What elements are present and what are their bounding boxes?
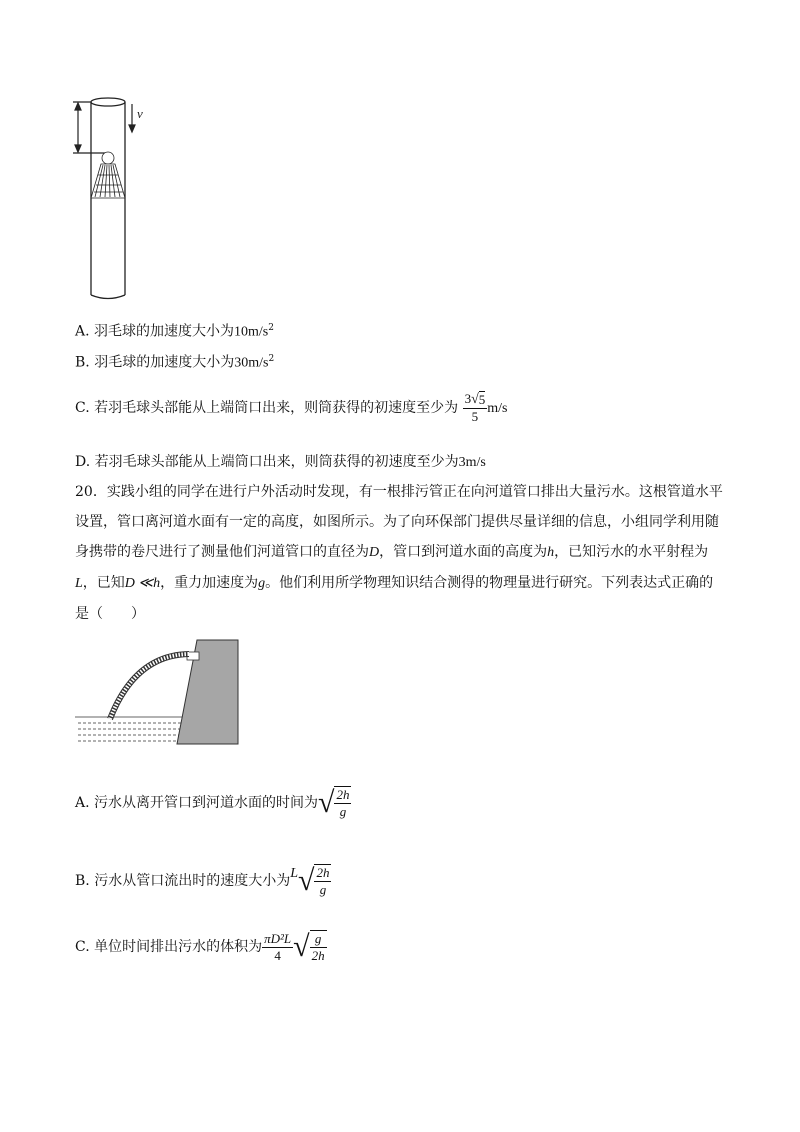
- tube-shuttlecock-figure: [65, 90, 155, 305]
- option-label: C.: [75, 939, 90, 955]
- q20-option-c[interactable]: [75, 925, 327, 969]
- fraction-coef: 3: [464, 390, 472, 406]
- velocity-arrow: [129, 104, 135, 132]
- q20-line-4: L，已知D ≪h，重力加速度为g。他们利用所学物理知识结合测得的物理量进行研究。下列表达式正确的: [75, 575, 714, 591]
- q20-line-5: 是（ ）: [75, 606, 145, 622]
- option-label: C.: [75, 400, 90, 416]
- condition: D ≪h: [124, 576, 161, 591]
- option-text: 若羽毛球头部能从上端筒口出来，则筒获得的初速度至少为: [94, 454, 459, 470]
- q20-line-1: 20．实践小组的同学在进行户外活动时发现，有一根排污管正在向河道管口排出大量污水。这根管道水平: [75, 484, 723, 500]
- q19-option-a[interactable]: [75, 318, 274, 343]
- radicand-numerator: 2h: [336, 786, 350, 802]
- option-label: B.: [75, 873, 90, 889]
- option-text: 污水从管口流出时的速度大小为: [94, 873, 291, 889]
- radicand-numerator: 2h: [316, 864, 330, 880]
- fraction-denominator: 4: [274, 947, 281, 963]
- option-text: 单位时间排出污水的体积为: [94, 939, 263, 955]
- question-number: 20．: [75, 484, 107, 500]
- option-label: D.: [75, 454, 91, 470]
- fraction: $\frac{3√5}{5}$: [464, 390, 486, 425]
- fraction-radicand: 5: [478, 392, 486, 408]
- radicand-denominator: 2h: [311, 947, 325, 963]
- option-text: 羽毛球的加速度大小为: [94, 323, 235, 340]
- q19-option-b[interactable]: [75, 349, 274, 374]
- radicand-numerator: g: [310, 931, 327, 948]
- var-g: g: [258, 576, 266, 591]
- sqrt: √ $\frac{2h}{g}$: [298, 863, 330, 897]
- water-stream: [110, 654, 189, 719]
- radicand-denominator: g: [339, 803, 347, 819]
- coefficient: L: [290, 866, 298, 881]
- option-value: 30m/s: [234, 355, 269, 371]
- sqrt: √ $\frac{g}{2h}$: [293, 929, 325, 963]
- sqrt: √ $\frac{2h}{g}$: [318, 785, 350, 819]
- q20-option-b[interactable]: [75, 852, 331, 903]
- radicand-denominator: g: [319, 881, 327, 897]
- option-text: 羽毛球的加速度大小为: [94, 354, 235, 371]
- option-label: A.: [75, 795, 90, 811]
- option-exponent: 2: [268, 354, 275, 364]
- sewage-pipe-figure: [75, 635, 245, 747]
- option-text: 若羽毛球头部能从上端筒口出来，则筒获得的初速度至少为: [94, 400, 459, 416]
- q19-option-c[interactable]: [75, 388, 508, 429]
- option-value: 3m/s: [458, 455, 486, 470]
- q19-option-d[interactable]: [75, 452, 486, 473]
- unit: m/s: [487, 401, 508, 416]
- q20-option-a[interactable]: [75, 781, 351, 825]
- q20-line-3: 身携带的卷尺进行了测量他们河道管口的直径为D，管口到河道水面的高度为h，已知污水的水平射程为: [75, 544, 709, 560]
- var-l: L: [75, 576, 83, 591]
- option-label: B.: [75, 354, 90, 371]
- fraction-numerator: πD²L: [264, 930, 292, 946]
- option-exponent: 2: [268, 323, 274, 333]
- fraction: [262, 931, 293, 964]
- q20-line-2: 设置，管口离河道水面有一定的高度，如图所示。为了向环保部门提供尽量详细的信息，小组同学利用随: [75, 514, 719, 530]
- option-value: 10m/s: [234, 324, 269, 340]
- var-d: D: [369, 545, 380, 560]
- option-label: A.: [75, 323, 90, 340]
- velocity-label: v: [137, 106, 143, 121]
- shuttlecock: [91, 152, 125, 198]
- fraction-denominator: 5: [471, 409, 479, 425]
- var-h: h: [547, 545, 555, 560]
- water-surface: [75, 717, 185, 741]
- option-text: 污水从离开管口到河道水面的时间为: [94, 795, 319, 811]
- q20-stem: [75, 477, 725, 629]
